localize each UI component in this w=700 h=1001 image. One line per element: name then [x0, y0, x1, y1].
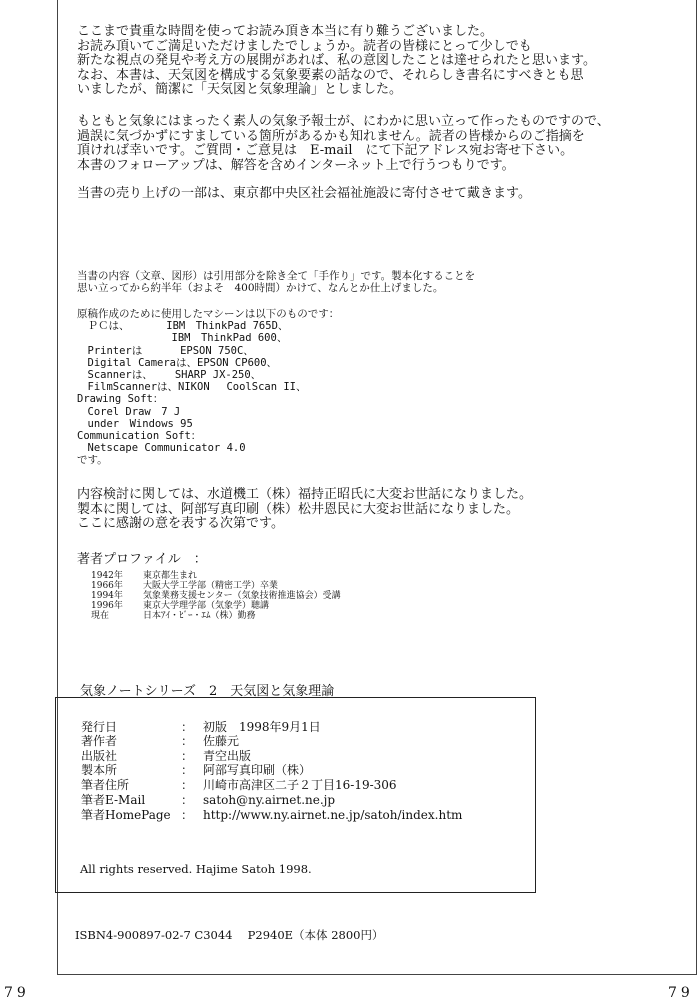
machines-list — [77, 308, 339, 467]
colophon-value: 佐藤元 — [203, 734, 240, 748]
machine-line: Communication Soft： — [77, 430, 202, 443]
profile-entry — [91, 571, 341, 581]
text-line: ここに感謝の意を表する次第です。 — [77, 516, 284, 531]
machine-line: under Windows 95 — [77, 417, 193, 430]
profile-text: 大阪大学工学部（精密工学）卒業 — [143, 580, 279, 591]
profile-year: 1994年 — [91, 590, 123, 601]
series-title: 気象ノートシリーズ 2 天気図と気象理論 — [80, 684, 335, 699]
colophon-key: 筆者HomePage — [81, 808, 171, 822]
colophon-value: 初版 1998年9月1日 — [203, 720, 321, 734]
colophon-sep: ： — [181, 763, 194, 777]
text-line: ここまで貴重な時間を使ってお読み頂き本当に有り難うございました。 — [77, 24, 494, 39]
profile-year: 1966年 — [91, 580, 123, 591]
rights-notice: All rights reserved. Hajime Satoh 1998. — [80, 862, 312, 876]
page-number-left: 79 — [4, 985, 30, 1001]
production-paragraph — [77, 270, 475, 294]
machine-line: Scannerは、 SHARP JX-250、 — [77, 369, 262, 382]
machine-line: Printerは EPSON 750C、 — [77, 344, 254, 357]
profile-entry — [91, 601, 341, 611]
author-profile — [77, 553, 341, 622]
machine-line: ＰＣは、 IBM ThinkPad 765D、 — [77, 320, 289, 333]
text-line: 内容検討に関しては、水道機工（株）福持正昭氏に大変お世話になりました。 — [77, 487, 533, 502]
profile-year: 1942年 — [91, 570, 123, 581]
colophon-sep: ： — [181, 793, 194, 807]
machine-line: IBM ThinkPad 600、 — [77, 332, 288, 345]
colophon-sep: ： — [181, 749, 194, 763]
profile-entry — [91, 611, 341, 621]
colophon-value: http://www.ny.airnet.ne.jp/satoh/index.htm — [203, 808, 463, 822]
text-line: 新たな視点の発見や考え方の展開があれば、私の意図したことは達せられたと思います。 — [77, 53, 596, 68]
page-number-right: 79 — [668, 985, 694, 1001]
profile-text: 東京大学理学部（気象学）聴講 — [143, 601, 270, 612]
text-line: お読み頂いてご満足いただけましたでしょうか。読者の皆様にとって少しでも — [77, 38, 532, 54]
text-line: もともと気象にはまったく素人の気象予報士が、にわかに思い立って作ったものですので、 — [77, 114, 610, 129]
colophon-key: 筆者住所 — [81, 778, 130, 792]
colophon-sep: ： — [181, 734, 194, 748]
profile-text: 日本ｱｲ・ﾋﾞｰ・ｴﾑ（株）勤務 — [143, 611, 256, 622]
donation-paragraph — [77, 187, 531, 202]
colophon-value: 川崎市高津区二子２丁目16-19-306 — [203, 778, 397, 792]
machine-line: です。 — [77, 454, 108, 467]
text-line: いましたが、簡潔に「天気図と気象理論」としました。 — [77, 82, 403, 97]
colophon-value: 阿部写真印刷（株） — [203, 763, 312, 777]
colophon-sep: ： — [181, 778, 194, 792]
profile-text: 気象業務支援センター（気象技術推進協会）受講 — [143, 590, 341, 601]
colophon-key: 著作者 — [81, 734, 118, 748]
text-line: 思い立ってから約半年（およそ 400時間）かけて、なんとか仕上げました。 — [77, 282, 444, 295]
colophon-value: 青空出版 — [203, 749, 252, 763]
profile-text: 東京都生まれ — [143, 570, 198, 581]
text-line: 頂ければ幸いです。ご質問・ご意見は E-mail にて下記アドレス宛お寄せ下さい。 — [77, 143, 574, 158]
colophon-sep: ： — [181, 808, 194, 822]
text-line: 過誤に気づかずにすましている箇所があるかも知れません。読者の皆様からのご指摘を — [77, 128, 585, 144]
machines-intro: 原稿作成のために使用したマシーンは以下のものです： — [77, 308, 340, 320]
colophon-key: 筆者E-Mail — [81, 793, 146, 807]
machine-line: Netscape Communicator 4.0 — [77, 442, 246, 455]
profile-entry — [91, 591, 341, 601]
machine-line: FilmScannerは、NIKON CoolScan II、 — [77, 381, 307, 394]
text-line: なお、本書は、天気図を構成する気象要素の話なので、それらしき書名にすべきとも思 — [77, 67, 584, 83]
colophon-key: 製本所 — [81, 763, 118, 777]
profile-heading: 著者プロファイル ： — [77, 552, 207, 567]
machine-line: Digital Cameraは、EPSON CP600、 — [77, 356, 278, 369]
text-line: 当書の売り上げの一部は、東京都中央区社会福祉施設に寄付させて戴きます。 — [77, 186, 531, 201]
isbn-line: ISBN4-900897-02-7 C3044 P2940E（本体 2800円） — [75, 928, 384, 942]
text-line: 製本に関しては、阿部写真印刷（株）松井恩民に大変お世話になりました。 — [77, 501, 520, 517]
colophon-key: 発行日 — [81, 720, 118, 734]
errata-paragraph — [77, 115, 610, 173]
colophon-value: satoh@ny.airnet.ne.jp — [203, 793, 336, 807]
colophon-sep: ： — [181, 720, 194, 734]
machine-line: Corel Draw 7 J — [77, 405, 181, 418]
text-line: 本書のフォローアップは、解答を含めインターネット上で行うつもりです。 — [77, 157, 515, 173]
profile-entry — [91, 581, 341, 591]
colophon-row — [81, 806, 462, 823]
colophon-box — [55, 697, 536, 893]
thanks-paragraph — [77, 488, 532, 532]
machine-line: Drawing Soft： — [77, 393, 164, 406]
colophon-key: 出版社 — [81, 749, 118, 763]
afterword-paragraph — [77, 25, 596, 98]
text-line: 当書の内容（文章、図形）は引用部分を除き全て「手作り」です。製本化することを — [77, 270, 476, 282]
profile-year: 現在 — [91, 611, 110, 622]
profile-year: 1996年 — [91, 601, 123, 612]
